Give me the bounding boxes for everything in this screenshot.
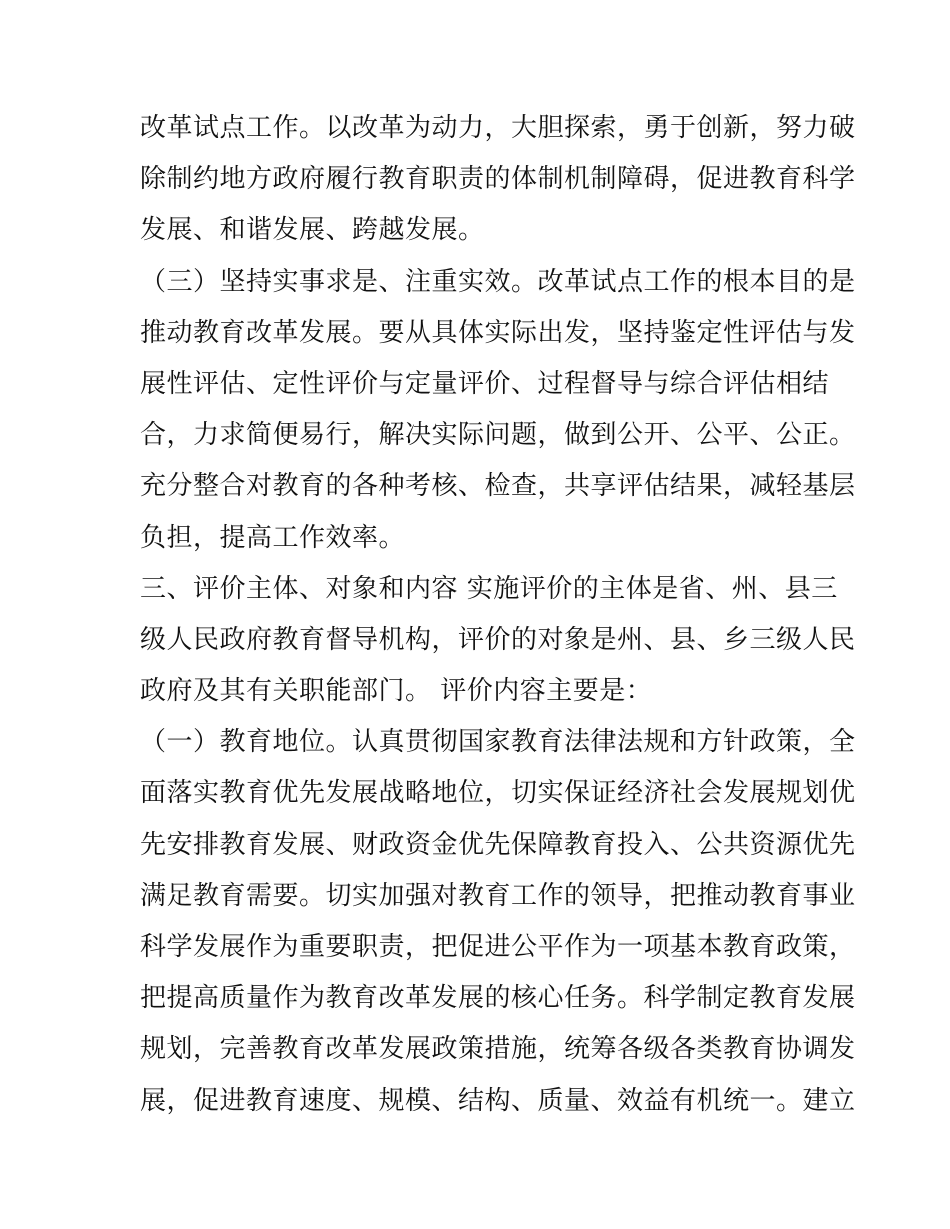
text-line: 满足教育需要。切实加强对教育工作的领导，把推动教育事业 xyxy=(140,880,856,911)
text-line: 规划，完善教育改革发展政策措施，统筹各级各类教育协调发 xyxy=(140,1034,856,1065)
text-line: 推动教育改革发展。要从具体实际出发，坚持鉴定性评估与发 xyxy=(140,317,856,348)
text-line: 展性评估、定性评价与定量评价、过程督导与综合评估相结 xyxy=(140,368,830,399)
text-line: （三）坚持实事求是、注重实效。改革试点工作的根本目的是 xyxy=(140,266,856,297)
text-line: 充分整合对教育的各种考核、检查，共享评估结果，减轻基层 xyxy=(140,471,856,502)
text-line: 把提高质量作为教育改革发展的核心任务。科学制定教育发展 xyxy=(140,983,856,1014)
text-line: 改革试点工作。以改革为动力，大胆探索，勇于创新，努力破 xyxy=(140,113,856,143)
text-line: 级人民政府教育督导机构，评价的对象是州、县、乡三级人民 xyxy=(140,624,856,655)
text-line: 负担，提高工作效率。 xyxy=(140,522,406,553)
text-line: 除制约地方政府履行教育职责的体制机制障碍，促进教育科学 xyxy=(140,164,856,195)
text-line: 政府及其有关职能部门。 评价内容主要是： xyxy=(140,676,653,707)
text-line: 三、评价主体、对象和内容 实施评价的主体是省、州、县三 xyxy=(140,573,838,604)
text-line: 科学发展作为重要职责，把促进公平作为一项基本教育政策， xyxy=(140,932,856,962)
body-text xyxy=(140,103,856,1127)
text-line: 展，促进教育速度、规模、结构、质量、效益有机统一。建立 xyxy=(140,1085,856,1116)
text-line: （一）教育地位。认真贯彻国家教育法律法规和方针政策，全 xyxy=(140,727,856,758)
text-line: 合，力求简便易行，解决实际问题，做到公开、公平、公正。 xyxy=(140,420,856,451)
text-line: 发展、和谐发展、跨越发展。 xyxy=(140,215,485,246)
text-line: 先安排教育发展、财政资金优先保障教育投入、公共资源优先 xyxy=(140,829,856,860)
text-line: 面落实教育优先发展战略地位，切实保证经济社会发展规划优 xyxy=(140,778,856,809)
